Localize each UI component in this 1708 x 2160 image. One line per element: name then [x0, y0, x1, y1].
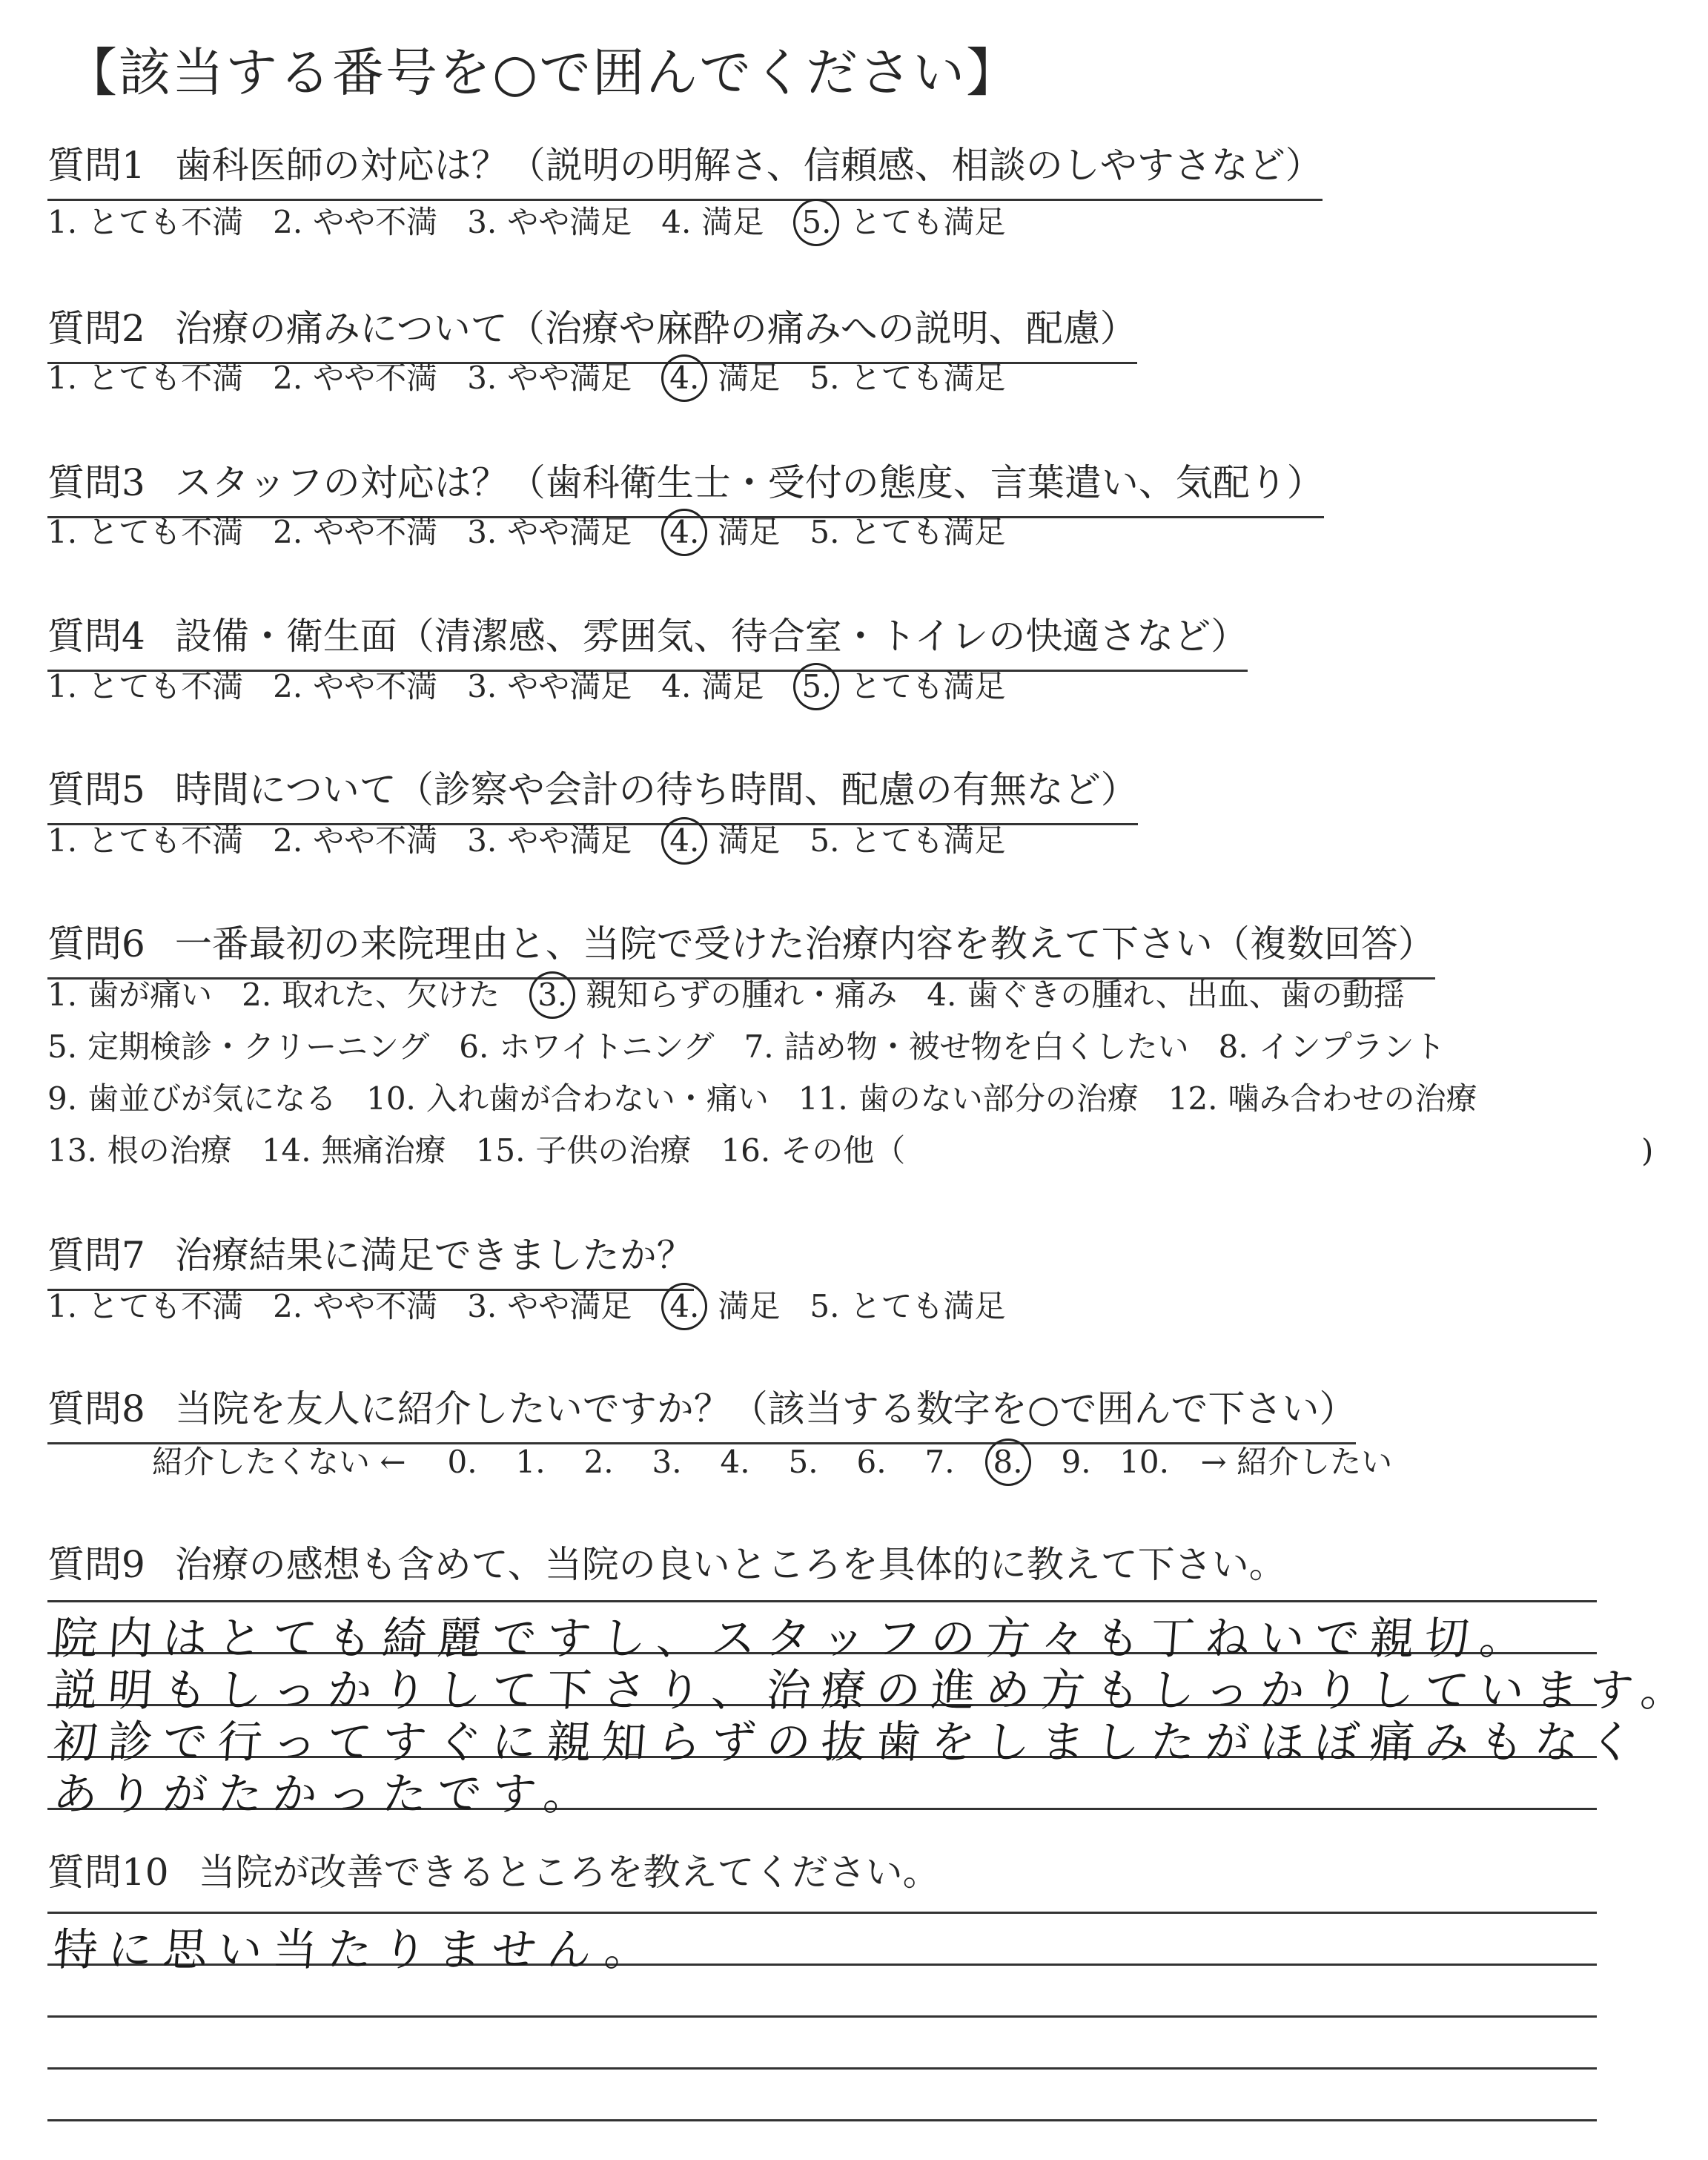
scale-value[interactable] [1110, 1436, 1179, 1488]
option-label: やや満足 [507, 668, 632, 704]
q9-number: 質問9 [47, 1543, 145, 1586]
option-label: 親知らずの腫れ・痛み [586, 977, 898, 1013]
option-item[interactable] [810, 815, 1005, 867]
option-number: 3. [467, 204, 497, 240]
q10-handwritten-answer: 特に思い当たりません。 [51, 1924, 661, 1976]
option-label: 満足 [718, 822, 781, 859]
option-label: ホワイトニング [499, 1028, 715, 1065]
q10-answer-line [47, 2015, 1597, 2018]
option-label: とても満足 [850, 822, 1006, 859]
q3-text: スタッフの対応は？（歯科衛生士・受付の態度、言葉遣い、気配り） [174, 461, 1324, 504]
option-label: 歯ぐきの腫れ、出血、歯の動揺 [967, 977, 1405, 1013]
option-label: やや不満 [313, 822, 438, 859]
q6-options-row-3 [47, 1073, 1507, 1125]
option-number: 2. [273, 1288, 303, 1324]
scale-value[interactable] [428, 1436, 497, 1488]
scale-value-text: 6. [856, 1444, 887, 1480]
option-label: やや不満 [313, 360, 438, 396]
option-label: 根の治療 [107, 1132, 232, 1169]
option-label: 入れ歯が合わない・痛い [426, 1080, 769, 1117]
q10-answer-line [47, 2067, 1597, 2070]
option-number: 3. [467, 514, 497, 550]
q10-number: 質問10 [47, 1851, 169, 1894]
option-item[interactable] [47, 196, 243, 248]
scale-value[interactable] [906, 1436, 974, 1488]
q2-text: 治療の痛みについて（治療や麻酔の痛みへの説明、配慮） [174, 307, 1137, 350]
option-item[interactable] [47, 661, 243, 713]
option-number: 2. [273, 204, 303, 240]
option-item[interactable] [273, 815, 437, 867]
q6-number: 質問6 [47, 922, 145, 965]
q7-number: 質問7 [47, 1234, 145, 1277]
circled-option-number: 4. [661, 509, 707, 556]
q8-text: 当院を友人に紹介したいですか？（該当する数字を○で囲んで下さい） [174, 1387, 1357, 1430]
q6-option-item[interactable] [47, 1073, 337, 1125]
scale-value[interactable] [701, 1436, 769, 1488]
other-close-paren: ) [1641, 1132, 1654, 1169]
option-label: やや不満 [313, 1288, 438, 1324]
option-label: とても満足 [850, 514, 1006, 550]
q5-number: 質問5 [47, 768, 145, 811]
option-number: 5. [810, 360, 840, 396]
q5-options [47, 815, 1035, 867]
circled-option-number: 5. [793, 663, 839, 710]
option-item[interactable] [467, 196, 632, 248]
option-item[interactable] [661, 1281, 780, 1332]
q8-number: 質問8 [47, 1387, 145, 1430]
option-label: とても満足 [850, 360, 1006, 396]
scale-left-label: 紹介したくない ← [152, 1444, 406, 1480]
option-number: 3. [467, 1288, 497, 1324]
q9-answer-line [47, 1600, 1597, 1602]
option-number: 15. [475, 1132, 526, 1169]
q8-heading [47, 1375, 1356, 1444]
option-label: インプラント [1258, 1028, 1446, 1065]
option-item[interactable] [661, 815, 780, 867]
option-label: とても不満 [87, 822, 244, 859]
q7-text: 治療結果に満足できましたか？ [174, 1234, 694, 1277]
q2-options [47, 352, 1035, 404]
q1-heading [47, 132, 1323, 201]
option-item[interactable] [467, 506, 632, 558]
scale-value-text: 0. [447, 1444, 477, 1480]
option-number: 5. [47, 1028, 78, 1065]
q6-option-item[interactable] [476, 1125, 692, 1177]
circled-option-number: 3. [529, 971, 575, 1019]
option-number: 5. [810, 822, 840, 859]
q6-options-row-4 [47, 1125, 1654, 1177]
option-item[interactable] [273, 1281, 437, 1332]
option-number: 3. [467, 360, 497, 396]
option-label: やや満足 [507, 204, 632, 240]
option-item[interactable] [273, 196, 437, 248]
option-label: 詰め物・被せ物を白くしたい [784, 1028, 1189, 1065]
q6-option-item[interactable] [47, 1021, 429, 1073]
option-label: その他（ [781, 1132, 906, 1169]
option-label: 満足 [701, 668, 764, 704]
option-number: 13. [47, 1132, 97, 1169]
option-number: 3. [467, 822, 497, 859]
option-number: 2. [273, 514, 303, 550]
q1-number: 質問1 [47, 144, 145, 187]
option-item[interactable] [810, 506, 1005, 558]
option-item[interactable] [661, 661, 764, 713]
option-label: とても不満 [87, 514, 244, 550]
option-number: 2. [242, 977, 272, 1013]
option-number: 12. [1168, 1080, 1218, 1117]
q4-text: 設備・衛生面（清潔感、雰囲気、待合室・トイレの快適さなど） [174, 615, 1248, 658]
q6-option-item[interactable] [262, 1125, 446, 1177]
option-label: とても不満 [87, 204, 244, 240]
option-number: 3. [467, 668, 497, 704]
option-label: 定期検診・クリーニング [87, 1028, 430, 1065]
circled-scale-value: 8. [985, 1439, 1031, 1486]
option-number: 10. [366, 1080, 416, 1117]
scale-value[interactable] [633, 1436, 701, 1488]
q6-option-item[interactable] [366, 1073, 769, 1125]
option-label: 取れた、欠けた [282, 977, 500, 1013]
option-label: 無痛治療 [321, 1132, 446, 1169]
option-item[interactable] [467, 1281, 632, 1332]
scale-value[interactable] [974, 1436, 1042, 1488]
q6-options-row-2 [47, 1021, 1475, 1073]
option-number: 1. [47, 977, 78, 1013]
q1-text: 歯科医師の対応は？（説明の明解さ、信頼感、相談のしやすさなど） [174, 144, 1323, 187]
q6-option-item[interactable] [744, 1021, 1189, 1073]
circled-option-number: 4. [661, 817, 707, 865]
scale-right-label: → 紹介したい [1200, 1444, 1393, 1480]
scale-value-text: 4. [720, 1444, 750, 1480]
option-item[interactable] [273, 661, 437, 713]
scale-value[interactable] [838, 1436, 906, 1488]
option-number: 5. [810, 1288, 840, 1324]
option-label: 歯並びが気になる [87, 1080, 337, 1117]
option-item[interactable] [467, 815, 632, 867]
q4-options [47, 661, 1035, 713]
q10-answer-line [47, 1912, 1597, 1914]
option-label: とても不満 [87, 668, 244, 704]
option-label: 満足 [701, 204, 764, 240]
option-label: とても満足 [850, 1288, 1006, 1324]
q6-option-item[interactable] [47, 969, 212, 1021]
q6-option-item[interactable] [1219, 1021, 1446, 1073]
q8-recommend-scale [152, 1436, 1392, 1488]
q3-options [47, 506, 1035, 558]
option-item[interactable] [273, 506, 437, 558]
option-item[interactable] [47, 815, 243, 867]
scale-value-text: 1. [515, 1444, 546, 1480]
option-item[interactable] [810, 352, 1005, 404]
option-label: 満足 [718, 360, 781, 396]
option-number: 1. [47, 514, 78, 550]
circled-option-number: 5. [793, 199, 839, 246]
option-item[interactable] [467, 661, 632, 713]
option-number: 1. [47, 822, 78, 859]
option-label: とても満足 [850, 668, 1006, 704]
q7-options [47, 1281, 1035, 1332]
option-number: 1. [47, 204, 78, 240]
option-number: 9. [47, 1080, 78, 1117]
q6-option-item[interactable] [798, 1073, 1139, 1125]
q10-text: 当院が改善できるところを教えてください。 [198, 1851, 940, 1894]
option-label: やや満足 [507, 1288, 632, 1324]
page-title: 【該当する番号を○で囲んでください】 [65, 42, 1020, 103]
option-item[interactable] [661, 506, 780, 558]
scale-value[interactable] [1042, 1436, 1110, 1488]
scale-value[interactable] [565, 1436, 633, 1488]
option-item[interactable] [47, 352, 243, 404]
option-number: 4. [661, 668, 692, 704]
option-item[interactable] [793, 661, 1005, 713]
scale-value[interactable] [497, 1436, 565, 1488]
q10-answer-line [47, 2119, 1597, 2121]
option-number: 2. [273, 822, 303, 859]
option-number: 1. [47, 1288, 78, 1324]
scale-value-text: 2. [583, 1444, 614, 1480]
circled-option-number: 4. [661, 1283, 707, 1330]
option-label: やや満足 [507, 822, 632, 859]
option-label: 歯のない部分の治療 [858, 1080, 1139, 1117]
q9-handwritten-answer-line: 説明もしっかりして下さり、治療の進め方もしっかりしています。 [51, 1665, 1698, 1717]
option-label: やや不満 [313, 668, 438, 704]
option-label: 子供の治療 [535, 1132, 692, 1169]
option-label: とても不満 [87, 360, 244, 396]
option-label: 満足 [718, 514, 781, 550]
q6-option-item[interactable] [927, 969, 1405, 1021]
q9-handwritten-answer-line: ありがたかったです。 [51, 1768, 600, 1820]
option-label: 満足 [718, 1288, 781, 1324]
option-number: 8. [1218, 1028, 1248, 1065]
q6-option-item[interactable] [529, 969, 897, 1021]
option-label: やや不満 [313, 204, 438, 240]
scale-value-text: 5. [788, 1444, 818, 1480]
option-item[interactable] [793, 196, 1005, 248]
option-item[interactable] [47, 506, 243, 558]
option-item[interactable] [661, 352, 780, 404]
option-number: 1. [47, 360, 78, 396]
option-number: 14. [261, 1132, 311, 1169]
q9-handwritten-answer-line: 初診で行ってすぐに親知らずの抜歯をしましたがほぼ痛みもなく [51, 1717, 1646, 1768]
option-number: 2. [273, 668, 303, 704]
option-label: やや満足 [507, 360, 632, 396]
option-number: 4. [927, 977, 957, 1013]
option-item[interactable] [810, 1281, 1005, 1332]
scale-value-text: 7. [924, 1444, 955, 1480]
q6-option-item[interactable] [459, 1021, 714, 1073]
scale-value-text: 10. [1119, 1444, 1169, 1480]
option-label: やや不満 [313, 514, 438, 550]
q6-options-row-1 [47, 969, 1434, 1021]
option-label: とても満足 [850, 204, 1006, 240]
option-item[interactable] [47, 1281, 243, 1332]
option-item[interactable] [273, 352, 437, 404]
option-label: 歯が痛い [87, 977, 213, 1013]
scale-value-text: 3. [652, 1444, 682, 1480]
option-number: 7. [744, 1028, 774, 1065]
option-label: とても不満 [87, 1288, 244, 1324]
q4-number: 質問4 [47, 615, 145, 658]
q2-number: 質問2 [47, 307, 145, 350]
option-number: 16. [721, 1132, 771, 1169]
q10-heading [47, 1839, 940, 1906]
option-number: 4. [661, 204, 692, 240]
circled-option-number: 4. [661, 354, 707, 402]
q1-options [47, 196, 1035, 248]
q6-option-item[interactable] [47, 1125, 232, 1177]
q6-option-item[interactable] [242, 969, 500, 1021]
option-number: 5. [810, 514, 840, 550]
option-label: 噛み合わせの治療 [1228, 1080, 1477, 1117]
q6-text: 一番最初の来院理由と、当院で受けた治療内容を教えて下さい（複数回答） [174, 922, 1435, 965]
q6-option-item[interactable] [721, 1125, 905, 1177]
q9-text: 治療の感想も含めて、当院の良いところを具体的に教えて下さい。 [174, 1543, 1286, 1586]
q6-option-item[interactable] [1168, 1073, 1477, 1125]
option-number: 1. [47, 668, 78, 704]
q9-handwritten-answer-line: 院内はとても綺麗ですし、スタッフの方々も丁ねいで親切。 [51, 1613, 1537, 1665]
q5-text: 時間について（診察や会計の待ち時間、配慮の有無など） [174, 768, 1138, 811]
q9-heading [47, 1531, 1286, 1598]
option-number: 11. [798, 1080, 848, 1117]
option-item[interactable] [467, 352, 632, 404]
option-number: 2. [273, 360, 303, 396]
option-item[interactable] [661, 196, 764, 248]
option-number: 6. [459, 1028, 489, 1065]
q3-number: 質問3 [47, 461, 145, 504]
scale-value-text: 9. [1061, 1444, 1091, 1480]
scale-value[interactable] [769, 1436, 838, 1488]
option-label: やや満足 [507, 514, 632, 550]
